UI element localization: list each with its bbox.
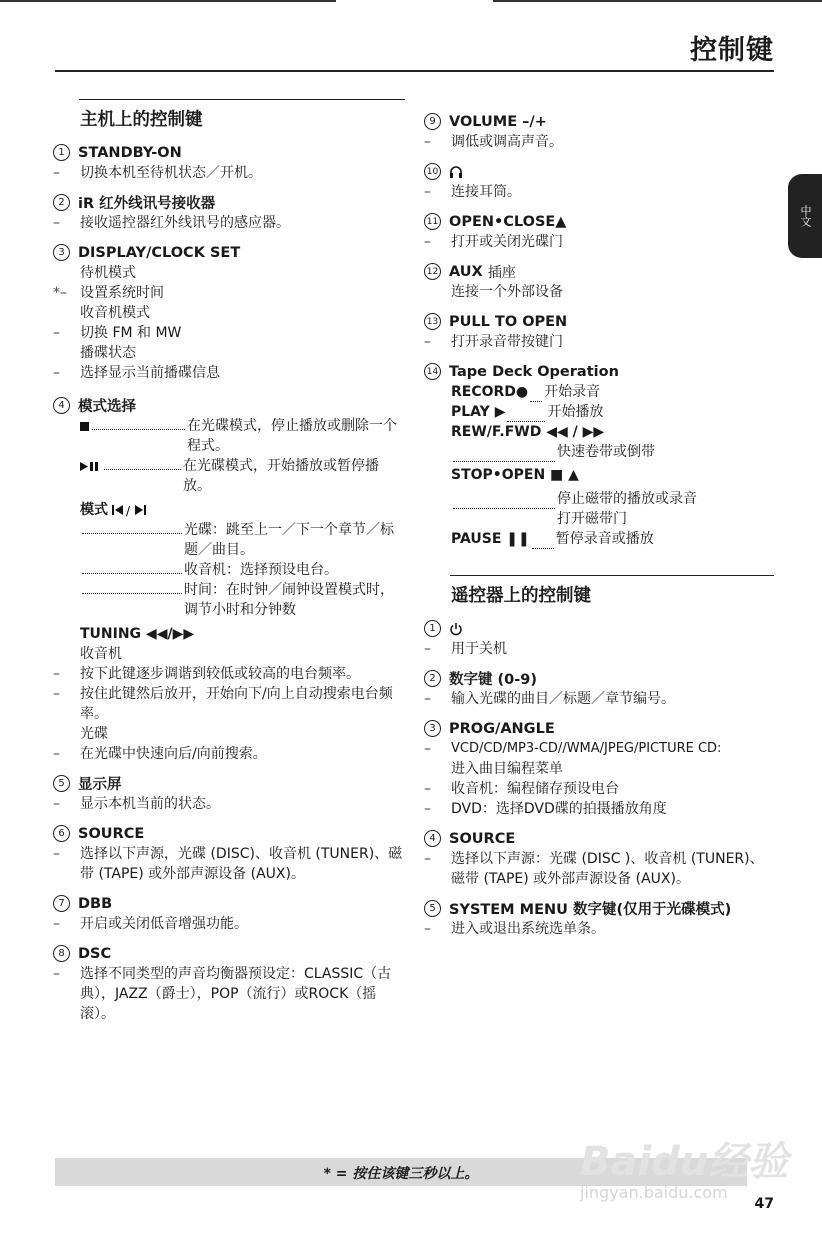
- item-title: DSC: [78, 945, 112, 962]
- control-item: [424, 261, 774, 302]
- item-number: 6: [53, 825, 70, 842]
- item-number: 1: [53, 144, 70, 161]
- language-tab[interactable]: [788, 174, 822, 258]
- watermark-logo: Baidu经验: [580, 1139, 789, 1185]
- item-text: 按住此键然后放开，开始向下/向上自动搜索电台频率。: [80, 686, 393, 722]
- item-text: 选择显示当前播碟信息: [80, 365, 220, 381]
- item-number: 9: [424, 113, 441, 130]
- item-text: 选择以下声源，光碟 (DISC)、收音机 (TUNER)、磁带 (TAPE) 或外部声源设备 (AUX)。: [80, 846, 403, 882]
- page-title: 控制键: [690, 35, 774, 66]
- item-text: 在光碟模式，停止播放或删除一个程式。: [187, 418, 397, 454]
- item-number: 8: [53, 945, 70, 962]
- item-text: 切换 FM 和 MW: [80, 325, 182, 341]
- language-tab-label: 中文: [799, 205, 812, 227]
- control-item: [424, 361, 774, 549]
- control-item: 10 – 连接耳筒。: [424, 161, 774, 202]
- item-text: 接收遥控器红外线讯号的感应器。: [80, 215, 290, 231]
- control-item: 5 显示屏 – 显示本机当前的状态。: [53, 773, 405, 814]
- item-text: 在光碟中快速向后/向前搜索。: [80, 746, 267, 762]
- item-text: 打开磁带门: [557, 511, 627, 527]
- item-number: 3: [53, 244, 70, 261]
- item-title: STANDBY-ON: [78, 144, 182, 161]
- power-icon: [449, 622, 463, 636]
- item-title: OPEN•CLOSE▲: [449, 213, 567, 230]
- pause-label: PAUSE ❚❚: [451, 531, 530, 547]
- item-number: 1: [424, 620, 441, 637]
- title-rule: [55, 70, 774, 72]
- main-unit-controls: [53, 99, 405, 1033]
- item-number: 5: [424, 900, 441, 917]
- more-controls: [424, 111, 774, 948]
- item-number: 10: [424, 163, 441, 180]
- item-number: 12: [424, 263, 441, 280]
- item-text: 开始播放: [547, 404, 604, 420]
- section-rule: [79, 99, 405, 100]
- item-number: 2: [424, 670, 441, 687]
- item-text: 选择不同类型的声音均衡器预设定：CLASSIC（古典），JAZZ（爵士），POP（流行）或ROCK（摇滚）。: [80, 966, 392, 1022]
- control-item: 8 DSC – 选择不同类型的声音均衡器预设定：CLASSIC（古典），JAZZ（爵士），POP（流行）或ROCK（摇滚）。: [53, 943, 405, 1024]
- control-item: 7 DBB – 开启或关闭低音增强功能。: [53, 893, 405, 934]
- item-text: 开启或关闭低音增强功能。: [80, 916, 248, 932]
- item-text: 连接耳筒。: [451, 184, 521, 200]
- item-number: 4: [424, 830, 441, 847]
- item-text: 光碟: [80, 726, 108, 742]
- item-title: 显示屏: [78, 777, 122, 793]
- footer-note: * = 按住该键三秒以上。: [323, 1166, 479, 1182]
- play-pause-icon: [80, 456, 102, 496]
- item-text: 暂停录音或播放: [555, 531, 654, 547]
- control-item: 3 PROG/ANGLE – VCD/CD/MP3-CD//WMA/JPEG/PICTURE CD: 进入曲目编程菜单 – 收音机：编程储存预设电台 – DVD：选择DVD碟的拍摄播放角度: [424, 718, 774, 819]
- item-text: 播碟状态: [80, 345, 136, 361]
- top-rule-right: [493, 0, 822, 2]
- stop-open-label: STOP•OPEN ■ ▲: [451, 467, 579, 483]
- item-text: 显示本机当前的状态。: [80, 796, 220, 812]
- control-item: 5 SYSTEM MENU 数字键(仅用于光碟模式) – 进入或退出系统选单条。: [424, 898, 774, 939]
- item-text: 快速卷带或倒带: [557, 444, 655, 460]
- item-number: 2: [53, 194, 70, 211]
- item-text: 调低或调高声音。: [451, 134, 563, 150]
- item-text: 切换本机至待机状态／开机。: [80, 165, 262, 181]
- item-number: 13: [424, 313, 441, 330]
- item-text: 选择以下声源：光碟 (DISC )、收音机 (TUNER)、磁带 (TAPE) 或外部声源设备 (AUX)。: [451, 851, 764, 887]
- item-title: SOURCE: [449, 830, 516, 847]
- item-title: SYSTEM MENU 数字键(仅用于光碟模式): [449, 902, 732, 918]
- item-text: 打开或关闭光碟门: [451, 234, 563, 250]
- item-text: 光碟：跳至上一／下一个章节／标题／曲目。: [184, 522, 394, 558]
- item-title: VOLUME –/+: [449, 113, 547, 130]
- item-title: DBB: [78, 895, 113, 912]
- item-text: 输入光碟的曲目／标题／章节编号。: [451, 691, 675, 707]
- item-number: 7: [53, 895, 70, 912]
- item-text: 用于关机: [451, 641, 507, 657]
- control-item: 4 SOURCE – 选择以下声源：光碟 (DISC )、收音机 (TUNER)、磁带 (TAPE) 或外部声源设备 (AUX)。: [424, 828, 774, 889]
- item-text: 收音机：编程储存预设电台: [451, 781, 619, 797]
- item-title-suffix: 插座: [487, 264, 516, 281]
- stop-icon: [80, 416, 90, 456]
- item-title: 数字键 (0-9): [449, 672, 537, 688]
- control-item: 13 PULL TO OPEN – 打开录音带按键门: [424, 311, 774, 352]
- top-rule-left: [0, 0, 336, 2]
- item-text: DVD：选择DVD碟的拍摄播放角度: [451, 801, 667, 817]
- item-text: 收音机：选择预设电台。: [184, 562, 338, 578]
- play-label: PLAY ▶: [451, 404, 506, 420]
- item-title: iR 红外线讯号接收器: [78, 196, 216, 212]
- page-number: 47: [754, 1196, 774, 1212]
- item-text: 进入曲目编程菜单: [451, 761, 563, 777]
- control-item: 4 模式选择 在光碟模式，停止播放或删除一个程式。 在光碟模式，开始播放或暂停播放。 模式 / 光碟：跳至上一／下一个章节／标题／曲目。 收音机：选择预设电台。 时间：在时钟／闹钟设置模式时，调节小时和分钟数 TUNING ◀◀/▶▶ 收音机 – 按下此键逐步调谐到较低或较高的电台频率。 – 按住此键然后放开，开始向下/向上自动搜索电台频率。 光碟 – 在光碟中快速向后/向前搜索。: [53, 395, 405, 764]
- prev-next-icon: [108, 500, 150, 520]
- rew-ffwd-label: REW/F.FWD ◀◀ / ▶▶: [451, 424, 605, 440]
- record-label: RECORD●: [451, 384, 529, 400]
- control-item: 9 VOLUME –/+ – 调低或调高声音。: [424, 111, 774, 152]
- mode-label: 模式: [80, 502, 108, 518]
- item-title: PROG/ANGLE: [449, 720, 555, 737]
- item-title: DISPLAY/CLOCK SET: [78, 244, 241, 261]
- item-text: 设置系统时间: [80, 285, 164, 301]
- item-number: 4: [53, 397, 70, 414]
- item-title: 模式选择: [78, 399, 136, 415]
- headphones-icon: [449, 165, 463, 179]
- section-title: 遥控器上的控制键: [451, 586, 591, 606]
- item-title: PULL TO OPEN: [449, 313, 568, 330]
- item-text: 时间：在时钟／闹钟设置模式时，调节小时和分钟数: [184, 582, 394, 618]
- svg-text:/: /: [126, 504, 131, 518]
- watermark-url: jingyan.baidu.com: [580, 1183, 728, 1202]
- item-text: 开始录音: [544, 384, 601, 400]
- control-item: 6 SOURCE – 选择以下声源，光碟 (DISC)、收音机 (TUNER)、磁带 (TAPE) 或外部声源设备 (AUX)。: [53, 823, 405, 884]
- item-text: 打开录音带按键门: [451, 334, 563, 350]
- control-item: 3 DISPLAY/CLOCK SET 待机模式 *– 设置系统时间 收音机模式 – 切换 FM 和 MW 播碟状态 – 选择显示当前播碟信息: [53, 242, 405, 383]
- item-title: SOURCE: [78, 825, 145, 842]
- item-title: Tape Deck Operation: [449, 363, 619, 380]
- item-text: 待机模式: [80, 265, 136, 281]
- control-item: 2 数字键 (0-9) – 输入光碟的曲目／标题／章节编号。: [424, 668, 774, 709]
- item-text: 连接一个外部设备: [451, 284, 563, 300]
- item-number: 14: [424, 363, 441, 380]
- section-title: 主机上的控制键: [80, 110, 203, 130]
- item-text: 在光碟模式，开始播放或暂停播放。: [183, 458, 379, 494]
- item-text: 按下此键逐步调谐到较低或较高的电台频率。: [80, 666, 360, 682]
- section-rule: [450, 575, 774, 576]
- item-title: AUX: [449, 263, 483, 280]
- item-text: VCD/CD/MP3-CD//WMA/JPEG/PICTURE CD:: [451, 741, 722, 756]
- control-item: 1 STANDBY-ON – 切换本机至待机状态／开机。: [53, 142, 405, 183]
- item-text: 收音机: [80, 646, 122, 662]
- control-item: 11 OPEN•CLOSE▲ – 打开或关闭光碟门: [424, 211, 774, 252]
- item-text: 收音机模式: [80, 305, 150, 321]
- control-item: 1 – 用于关机: [424, 618, 774, 659]
- item-text: 停止磁带的播放或录音: [557, 491, 697, 507]
- item-text: 进入或退出系统选单条。: [451, 921, 605, 937]
- item-number: 5: [53, 775, 70, 792]
- tuning-label: TUNING ◀◀/▶▶: [80, 626, 195, 642]
- item-number: 3: [424, 720, 441, 737]
- control-item: 2 iR 红外线讯号接收器 – 接收遥控器红外线讯号的感应器。: [53, 192, 405, 233]
- item-number: 11: [424, 213, 441, 230]
